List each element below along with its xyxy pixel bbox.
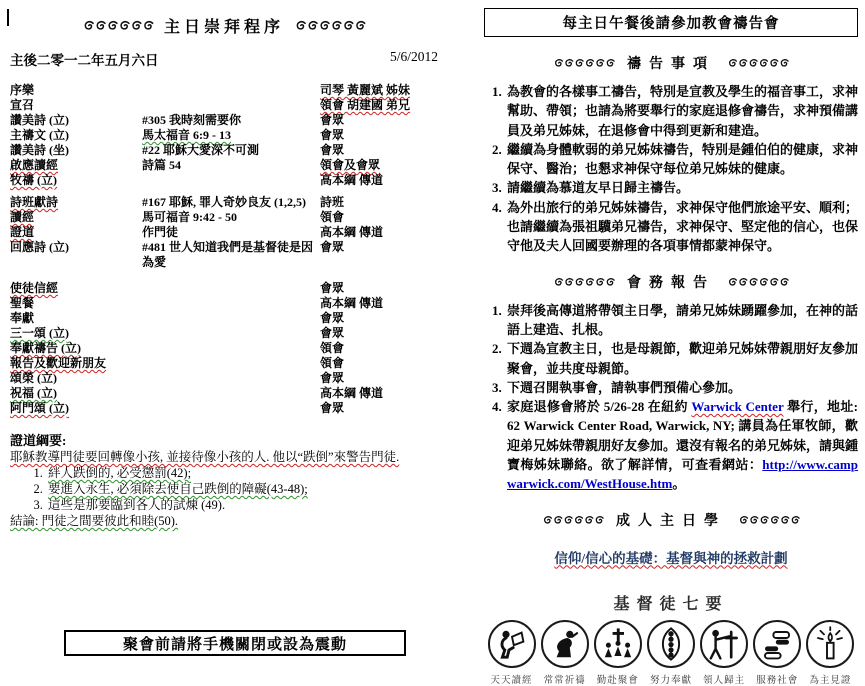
program-leader: 領會: [320, 356, 345, 370]
seven-essentials-title: 基督徒七要: [613, 595, 729, 613]
program-item: 奉獻禱告 (立): [10, 341, 81, 355]
announcement-item: [505, 397, 858, 493]
program-row: [10, 143, 438, 158]
page-title: 主日崇拜程序: [163, 19, 284, 36]
program-detail: [142, 371, 320, 386]
program-item: 阿門頌 (立): [10, 401, 69, 415]
program-detail: 馬可福音 9:42 - 50: [142, 210, 237, 224]
program-detail: [142, 173, 320, 188]
lead-to-lord-icon: [700, 620, 748, 668]
sermon-point: 2. 要進入永生, 必須除去使自己跌倒的障礙(43-48);: [46, 481, 438, 497]
date-numeric: 5/6/2012: [389, 49, 438, 64]
program-leader: 會眾: [320, 240, 345, 254]
program-leader: 高本綱 傳道: [320, 173, 384, 187]
program-row: [10, 296, 438, 311]
announcement-items-list: [484, 301, 858, 494]
program-row: [10, 195, 438, 210]
program-detail: [142, 356, 320, 371]
sunday-school-section-heading: [484, 510, 858, 530]
cellphone-notice-box: [64, 630, 406, 656]
announcement-item: 1. 崇拜後高傳道將帶領主日學，請弟兄姊妹踴躍參加，在神的話語上建造、扎根。: [505, 301, 858, 340]
prayer-meeting-notice-box: [484, 8, 858, 37]
warwick-center-link[interactable]: Warwick Center: [691, 399, 784, 415]
announcements-section-heading: [484, 272, 858, 292]
program-leader: 領會: [320, 341, 345, 355]
program-row: [10, 225, 438, 240]
program-detail: [142, 83, 320, 98]
program-leader: 詩班: [320, 195, 345, 209]
announcement-item: 2. 下週為宣教主日，也是母親節，歡迎弟兄姊妹帶親朋好友參加聚會，並共度母親節。: [505, 339, 858, 378]
program-row: [10, 356, 438, 371]
essential-attend-meetings: 勤赴聚會: [592, 620, 643, 686]
program-item: 報告及歡迎新朋友: [10, 356, 107, 370]
worship-program-column: [10, 14, 438, 529]
program-row: [10, 311, 438, 326]
program-item: 主禱文 (立): [10, 128, 69, 142]
sermon-outline-intro: 耶穌教導門徒要回轉像小孩, 並接待像小孩的人. 他以“跌倒”來警告門徒.: [10, 450, 400, 464]
program-detail: [142, 341, 320, 356]
sermon-point: 1. 絆人跌倒的, 必受懲罰(42);: [46, 465, 438, 481]
program-detail: [142, 401, 320, 416]
program-detail: [142, 386, 320, 401]
serving-hands-icon: [753, 620, 801, 668]
program-item: 使徒信經: [10, 281, 59, 295]
swirl-decoration-icon: [82, 19, 154, 32]
announcement-text: 家庭退修會將於 5/26-28 在紐約: [507, 399, 692, 415]
prayer-heading-text: 禱告事項: [627, 57, 715, 72]
program-row: [10, 386, 438, 401]
offering-fish-icon: [647, 620, 695, 668]
program-row: [10, 281, 438, 296]
announcement-text: 。: [672, 476, 686, 492]
program-row: [10, 173, 438, 188]
program-detail: #305 我時刻需要你: [142, 113, 242, 127]
program-detail: 馬太福音 6:9 - 13: [142, 128, 231, 142]
program-title-row: [10, 14, 438, 37]
program-row: [10, 128, 438, 143]
program-row: [10, 341, 438, 356]
program-row: [10, 210, 438, 225]
sermon-outline-points: [24, 465, 438, 513]
program-leader: 領會: [320, 210, 345, 224]
essential-serve-society: 服務社會: [752, 620, 803, 686]
announcements-column: [484, 8, 858, 686]
swirl-decoration-icon: [553, 57, 615, 69]
prayer-item: 2. 繼續為身體軟弱的弟兄姊妹禱告，特別是鍾伯伯的健康，求神保守、醫治；也懇求神保守每位弟兄姊妹的健康。: [505, 140, 858, 179]
program-item: 頌榮 (立): [10, 371, 57, 385]
swirl-decoration-icon: [542, 514, 604, 526]
program-detail: #22 耶穌大愛深不可測: [142, 143, 260, 157]
order-of-worship-list: [10, 83, 438, 416]
program-leader: 領會及會眾: [320, 158, 381, 172]
essential-lead-people: 領人歸主: [699, 620, 750, 686]
announcement-text: 舉行，地址: 62 Warwick Center Road, Warwick, NY; 講員為任軍牧師，歡迎弟兄姊妹帶親朋好友參加。還沒有報名的弟兄姊妹，請與鍾寶梅姊妹聯絡。欲了解詳情，可查看網站：: [507, 399, 859, 473]
program-leader: 領會 胡建國 弟兄: [320, 98, 411, 112]
sunday-school-topic: 信仰/信心的基礎：基督與神的拯救計劃: [554, 550, 788, 566]
program-row: [10, 83, 438, 98]
program-item: 啟應讀經: [10, 158, 59, 172]
program-leader: 高本綱 傳道: [320, 386, 384, 400]
program-item: 讚美詩 (坐): [10, 143, 69, 157]
program-detail: 詩篇 54: [142, 158, 182, 172]
program-item: 祝福 (立): [10, 386, 57, 400]
essential-daily-bible: 天天讀經: [486, 620, 537, 686]
program-leader: 會眾: [320, 281, 345, 295]
program-item: 詩班獻詩: [10, 195, 59, 209]
program-item: 回應詩 (立): [10, 240, 69, 254]
program-row: [10, 326, 438, 341]
meeting-cross-icon: [594, 620, 642, 668]
program-leader: 會眾: [320, 143, 345, 157]
program-item: 牧禱 (立): [10, 173, 57, 187]
prayer-items-list: [484, 82, 858, 256]
program-row: [10, 401, 438, 416]
program-leader: 會眾: [320, 113, 345, 127]
text-cursor: [7, 9, 9, 26]
prayer-meeting-notice-text: 每主日午餐後請參加教會禱告會: [562, 16, 780, 32]
announcement-item: 3. 下週召開執事會，請執事們預備心參加。: [505, 378, 858, 397]
program-item: 證道: [10, 225, 35, 239]
program-row: [10, 158, 438, 173]
program-item: 奉獻: [10, 311, 35, 325]
sermon-outline: [10, 433, 438, 529]
swirl-decoration-icon: [294, 19, 366, 32]
program-detail: [142, 98, 320, 113]
campwarwick-url-link[interactable]: http://www.campwarwick.com/WestHouse.htm: [507, 457, 858, 492]
bible-reading-icon: [488, 620, 536, 668]
program-item: 三一頌 (立): [10, 326, 69, 340]
swirl-decoration-icon: [738, 514, 800, 526]
program-detail: [142, 281, 320, 296]
program-detail: [142, 326, 320, 341]
program-leader: 司琴 黃麗斌 姊妹: [320, 83, 411, 97]
swirl-decoration-icon: [553, 276, 615, 288]
program-item: 宣召: [10, 98, 35, 112]
essential-constant-prayer: 常常祈禱: [539, 620, 590, 686]
date-chinese: 主後二零一二年五月六日: [10, 53, 159, 68]
essential-offering: 努力奉獻: [645, 620, 696, 686]
program-leader: 會眾: [320, 371, 345, 385]
prayer-item: 4. 為外出旅行的弟兄姊妹禱告，求神保守他們旅途平安、順利；也請繼續為張祖驥弟兄禱告，求神保守、堅定他的信心，也保守他及夫人回國要辦理的各項事情都蒙神保守。: [505, 198, 858, 256]
program-row: [10, 371, 438, 386]
program-leader: 高本綱 傳道: [320, 225, 384, 239]
program-row: [10, 240, 438, 270]
seven-essentials-icons: [484, 620, 858, 686]
program-detail: 作門徒: [142, 225, 179, 239]
essential-witness: 為主見證: [805, 620, 856, 686]
program-item: 聖餐: [10, 296, 35, 310]
prayer-item: 3. 請繼續為慕道友早日歸主禱告。: [505, 178, 858, 197]
program-detail: #167 耶穌, 罪人奇妙良友 (1,2,5): [142, 195, 306, 209]
program-leader: 會眾: [320, 311, 345, 325]
program-item: 讀經: [10, 210, 35, 224]
program-row: [10, 98, 438, 113]
announcements-heading-text: 會務報告: [627, 275, 715, 291]
prayer-section-heading: [484, 53, 858, 73]
sermon-conclusion: 結論: 門徒之間要彼此和睦(50).: [10, 514, 179, 528]
swirl-decoration-icon: [727, 276, 789, 288]
prayer-item: 1. 為教會的各樣事工禱告，特別是宣教及學生的福音事工，求神幫助、帶領；也請為將要舉行的家庭退修會禱告，求神預備講員及弟兄姊妹，在退修會中得到更新和建造。: [505, 82, 858, 140]
program-detail: [142, 296, 320, 311]
sunday-school-heading-text: 成人主日學: [616, 513, 726, 529]
sermon-point: 3. 這些是那要臨到各人的試煉 (49).: [46, 497, 438, 513]
program-item: 讚美詩 (立): [10, 113, 69, 127]
program-item: 序樂: [10, 83, 35, 97]
date-row: [10, 49, 438, 69]
cellphone-notice-text: 聚會前請將手機關閉或設為震動: [122, 636, 347, 653]
swirl-decoration-icon: [727, 57, 789, 69]
program-detail: [142, 311, 320, 326]
program-leader: 高本綱 傳道: [320, 296, 384, 310]
program-row: [10, 113, 438, 128]
program-detail: #481 世人知道我們是基督徒是因為愛: [142, 240, 314, 269]
program-leader: 會眾: [320, 326, 345, 340]
praying-icon: [541, 620, 589, 668]
program-leader: 會眾: [320, 401, 345, 415]
sermon-outline-heading: 證道綱要:: [10, 433, 67, 448]
candle-witness-icon: [806, 620, 854, 668]
program-leader: 會眾: [320, 128, 345, 142]
